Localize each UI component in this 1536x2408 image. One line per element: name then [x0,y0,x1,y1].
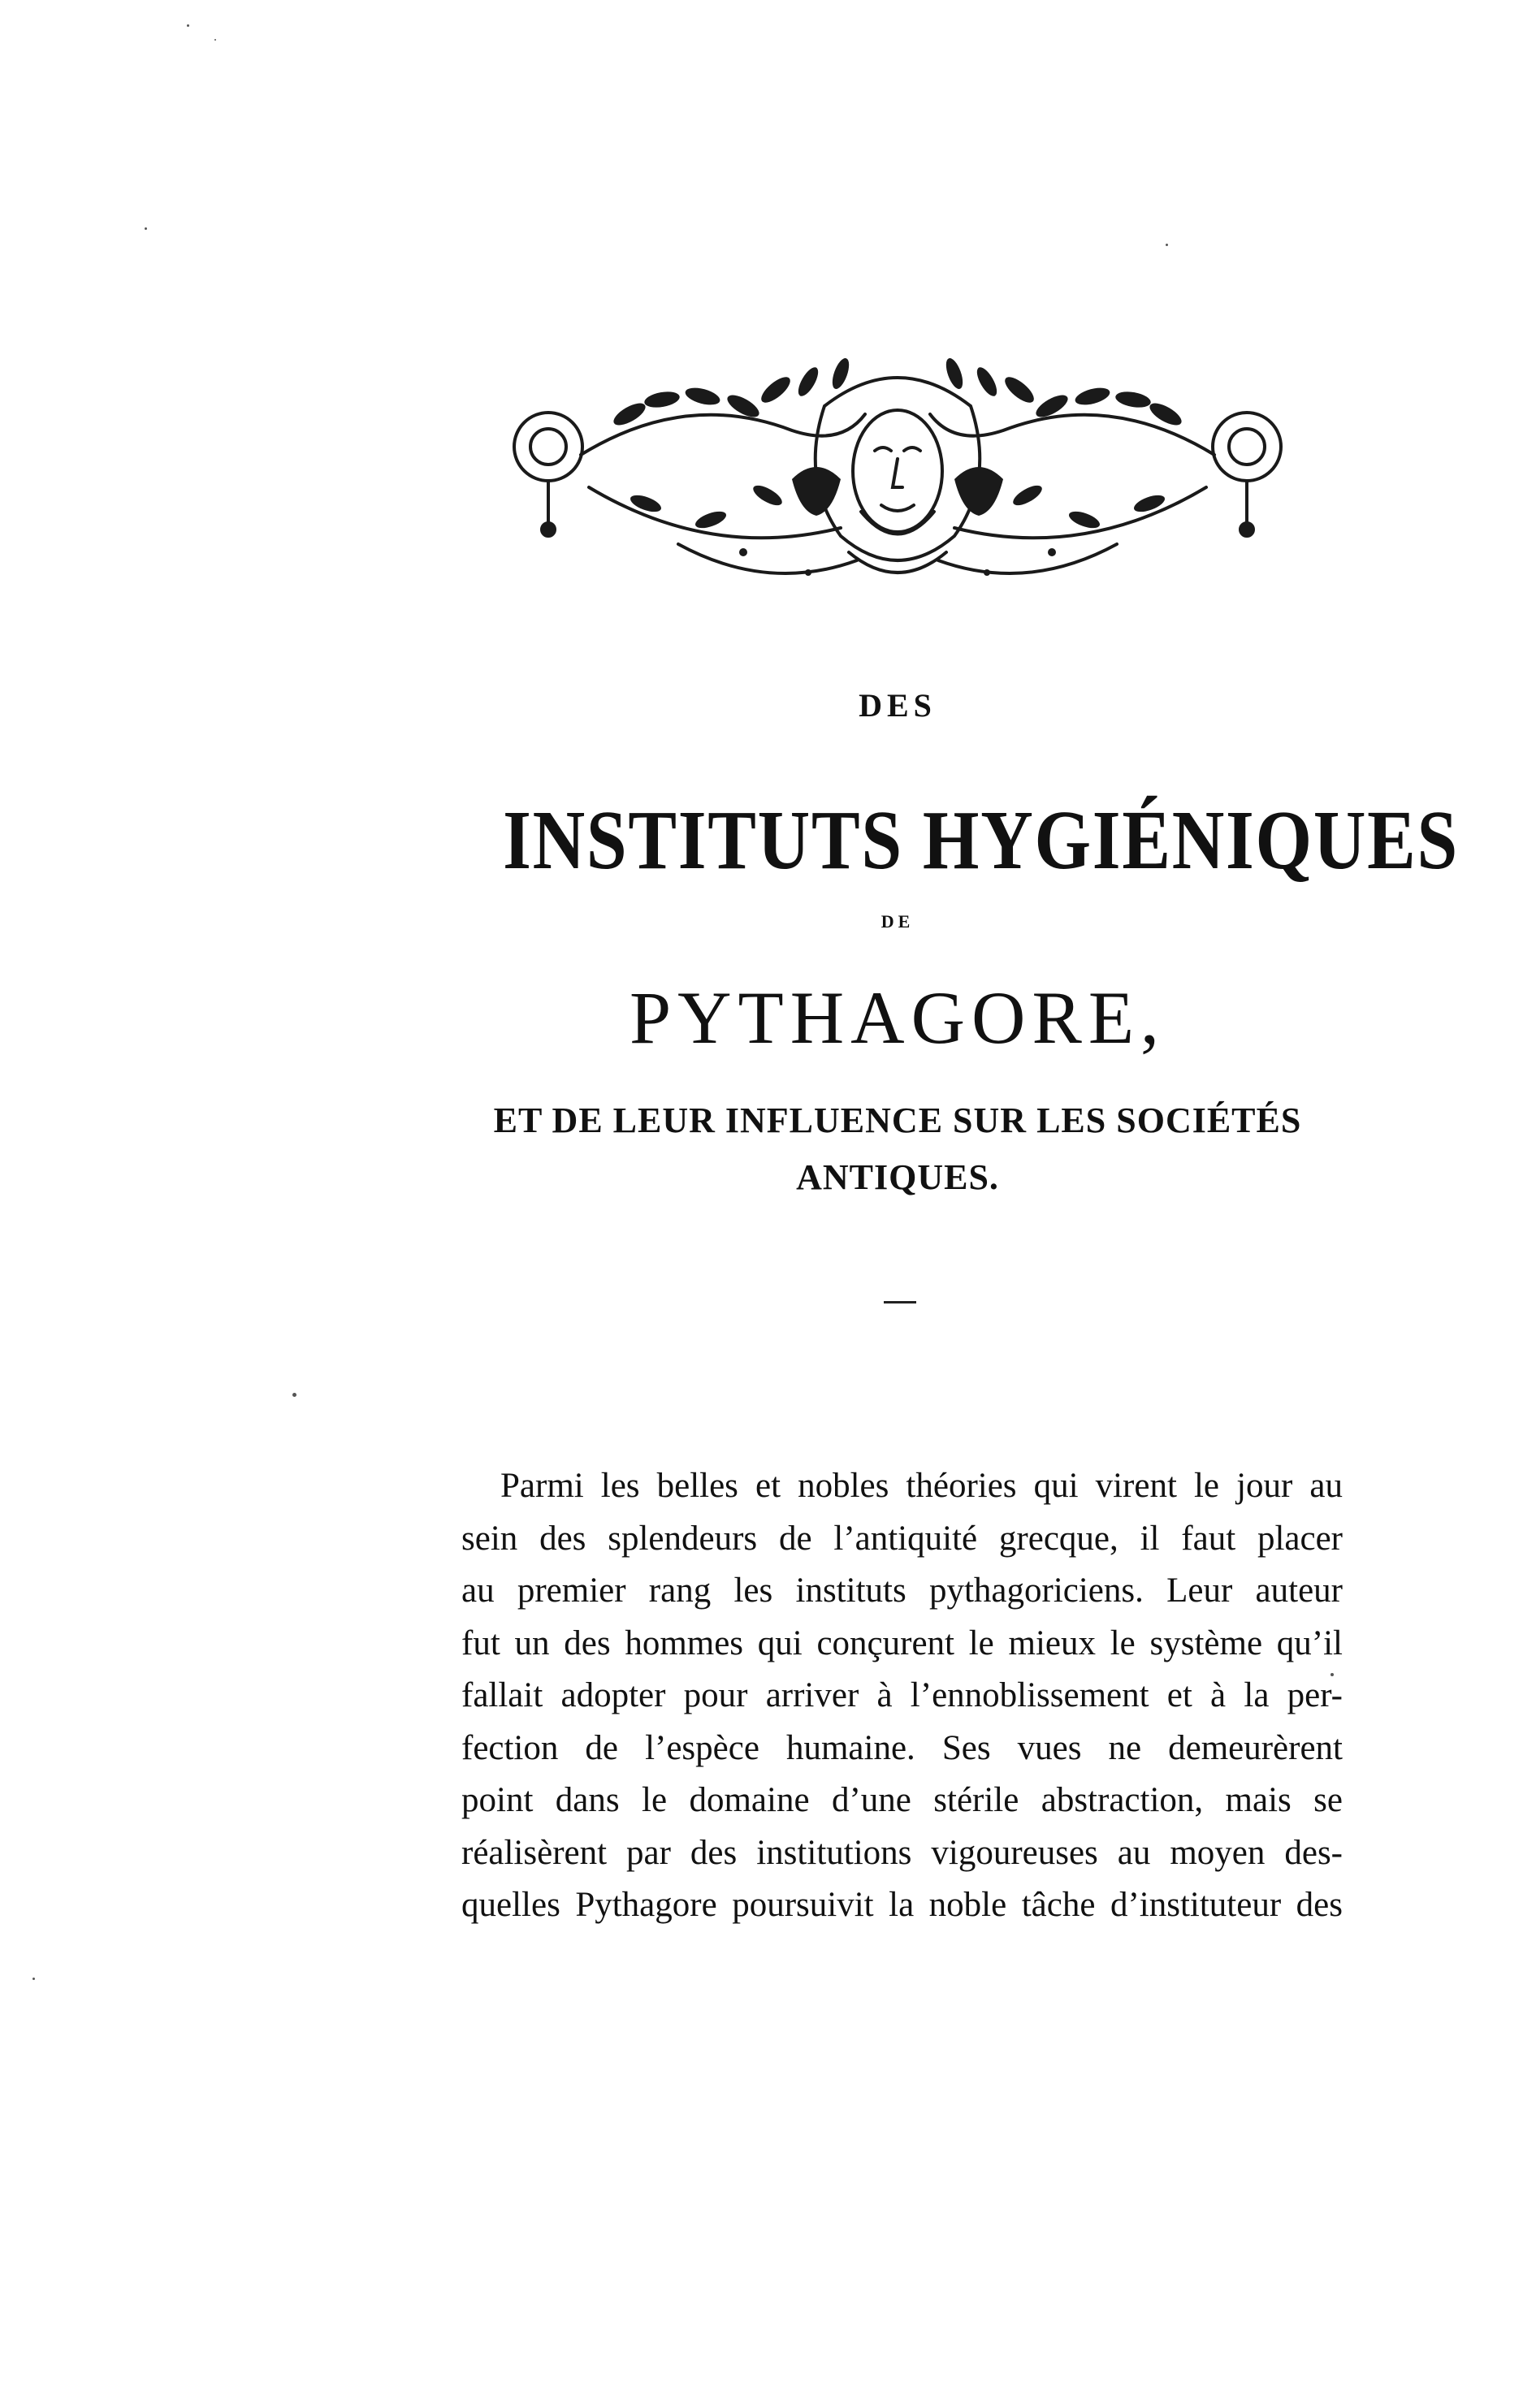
subtitle [439,1092,1356,1206]
text-line: au premier rang les instituts pythagoriciens. Leur auteur [461,1571,1343,1610]
subtitle-line-1: ET DE LEUR INFLUENCE SUR LES SOCIÉTÉS [493,1100,1302,1140]
dust-speck [145,227,147,230]
section-divider [884,1301,916,1303]
ornamental-headpiece-icon [500,357,1296,601]
text-line: fection de l’espèce humaine. Ses vues ne demeurèrent [461,1728,1343,1767]
dust-speck [1166,244,1168,246]
dust-speck [214,39,216,41]
text-line: réalisèrent par des institutions vigoureuses au moyen des- [461,1833,1343,1872]
text-line: point dans le domaine d’une stérile abstraction, mais se [461,1781,1343,1819]
dust-speck [292,1393,296,1397]
dust-speck [32,1978,35,1980]
text-line: Parmi les belles et nobles théories qui virent le jour au [500,1467,1343,1505]
main-title: INSTITUTS HYGIÉNIQUES [503,793,1459,887]
text-line: fut un des hommes qui conçurent le mieux le système qu’il [461,1623,1343,1662]
text-line: sein des splendeurs de l’antiquité grecque, il faut placer [461,1519,1343,1558]
title-de: DE [880,911,915,932]
subtitle-line-2: ANTIQUES. [796,1157,999,1197]
title-pythagore: PYTHAGORE, [629,976,1166,1059]
body-paragraph [461,1460,1343,1932]
text-line: fallait adopter pour arriver à l’ennoblissement et à la per- [461,1676,1343,1714]
title-des: DES [859,687,937,724]
text-line: quelles Pythagore poursuivit la noble tâche d’instituteur des [461,1886,1343,1924]
dust-speck [187,24,189,27]
